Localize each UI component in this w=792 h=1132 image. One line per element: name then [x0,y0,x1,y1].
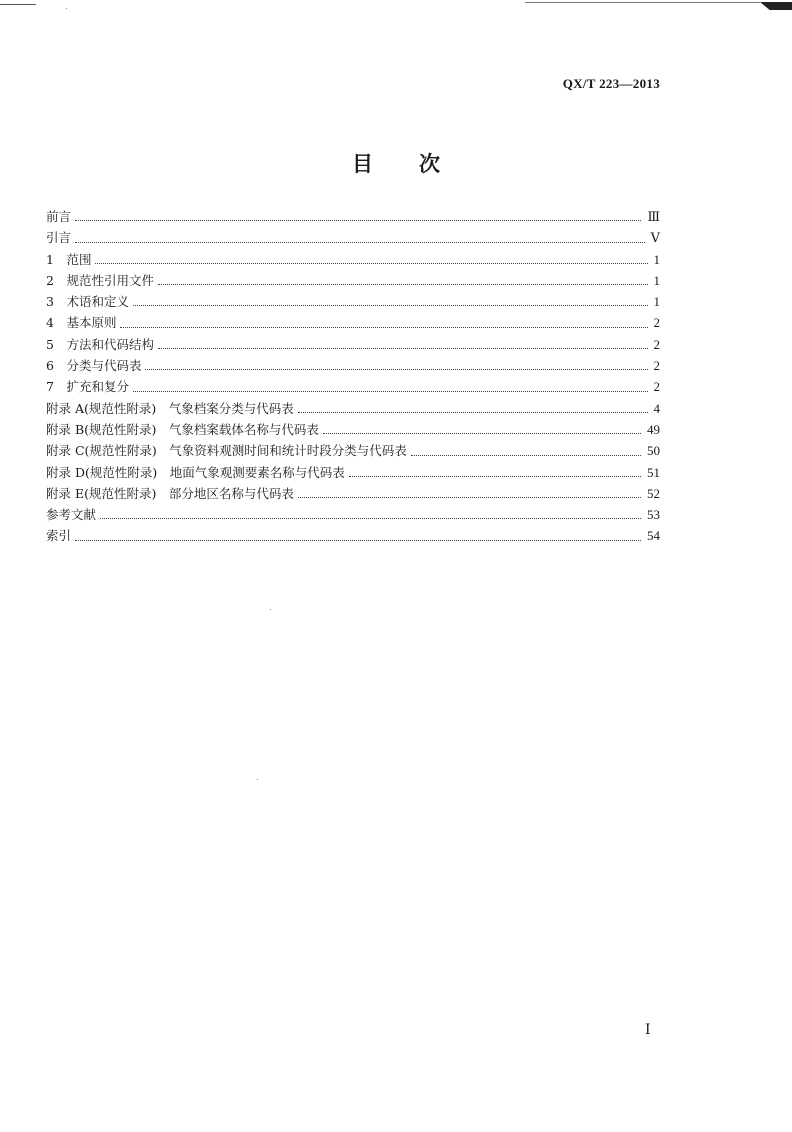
toc-entry-label: 附录 D(规范性附录) 地面气象观测要素名称与代码表 [46,464,345,480]
toc-entry-basic-principles[interactable] [46,312,660,333]
toc-entry-foreword[interactable] [46,206,660,227]
toc-entry-page: 2 [653,336,660,352]
standard-code: QX/T 223—2013 [562,76,660,91]
toc-leader-dots [100,518,641,519]
toc-entry-page: Ⅲ [647,209,660,224]
toc-entry-page: 2 [653,315,660,331]
toc-leader-dots [158,284,648,285]
toc-entry-label: 索引 [46,528,72,544]
toc-entry-label: 1 范围 [46,251,92,267]
page-number: Ⅰ [645,1023,651,1038]
scan-speck [270,609,271,610]
toc-entry-index[interactable] [46,525,660,546]
toc-entry-introduction[interactable] [46,227,660,248]
toc-title-part2: 次 [419,151,440,176]
toc-leader-dots [298,412,648,413]
toc-entry-label: 3 术语和定义 [46,294,129,310]
toc-entry-label: 附录 A(规范性附录) 气象档案分类与代码表 [46,400,294,416]
toc-leader-dots [75,540,641,541]
toc-entry-page: 51 [647,464,660,480]
toc-entry-label: 5 方法和代码结构 [46,336,154,352]
toc-entry-appendix-d[interactable] [46,462,660,483]
toc-entry-label: 2 规范性引用文件 [46,272,154,288]
toc-entry-page: 2 [653,379,660,395]
toc-entry-label: 附录 C(规范性附录) 气象资料观测时间和统计时段分类与代码表 [46,443,407,459]
toc-entry-label: 引言 [46,230,72,246]
toc-entry-label: 附录 E(规范性附录) 部分地区名称与代码表 [46,485,294,501]
toc-leader-dots [133,305,648,306]
toc-title-part1: 目 [352,151,373,176]
table-of-contents [46,206,660,547]
toc-leader-dots [158,348,648,349]
toc-entry-label: 前言 [46,209,72,224]
toc-leader-dots [75,242,645,243]
toc-entry-label: 6 分类与代码表 [46,358,142,374]
toc-entry-page: 50 [647,443,660,459]
toc-entry-appendix-e[interactable] [46,483,660,504]
toc-leader-dots [323,433,641,434]
toc-leader-dots [95,263,647,264]
toc-entry-normative-references[interactable] [46,270,660,291]
toc-entry-label: 7 扩充和复分 [46,379,129,395]
toc-entry-label: 附录 B(规范性附录) 气象档案载体名称与代码表 [46,421,319,437]
toc-leader-dots [75,220,641,221]
toc-leader-dots [145,369,647,370]
toc-leader-dots [349,476,641,477]
toc-leader-dots [411,455,641,456]
scan-speck [66,8,67,9]
toc-entry-bibliography[interactable] [46,504,660,525]
toc-entry-page: Ⅴ [650,230,660,246]
toc-entry-page: 52 [647,485,660,501]
toc-leader-dots [298,497,641,498]
toc-entry-page: 1 [653,294,660,310]
scan-edge-mark-right [525,2,760,3]
scan-edge-mark-left [0,4,36,5]
toc-entry-appendix-b[interactable] [46,419,660,440]
toc-entry-appendix-c[interactable] [46,440,660,461]
toc-entry-method-code-structure[interactable] [46,334,660,355]
toc-entry-scope[interactable] [46,249,660,270]
toc-entry-page: 4 [653,400,660,416]
toc-title [0,148,792,178]
toc-entry-classification-code-table[interactable] [46,355,660,376]
toc-entry-label: 4 基本原则 [46,315,117,331]
toc-entry-appendix-a[interactable] [46,398,660,419]
toc-entry-page: 54 [647,528,660,544]
toc-entry-page: 49 [647,421,660,437]
toc-entry-expansion-subdivision[interactable] [46,376,660,397]
toc-entry-terms-definitions[interactable] [46,291,660,312]
toc-leader-dots [133,391,648,392]
scan-corner-mark [760,2,792,10]
toc-leader-dots [120,327,647,328]
toc-entry-page: 1 [653,272,660,288]
toc-entry-label: 参考文献 [46,507,97,523]
toc-entry-page: 2 [653,358,660,374]
toc-entry-page: 1 [653,251,660,267]
scan-speck [257,779,258,780]
toc-entry-page: 53 [647,507,660,523]
